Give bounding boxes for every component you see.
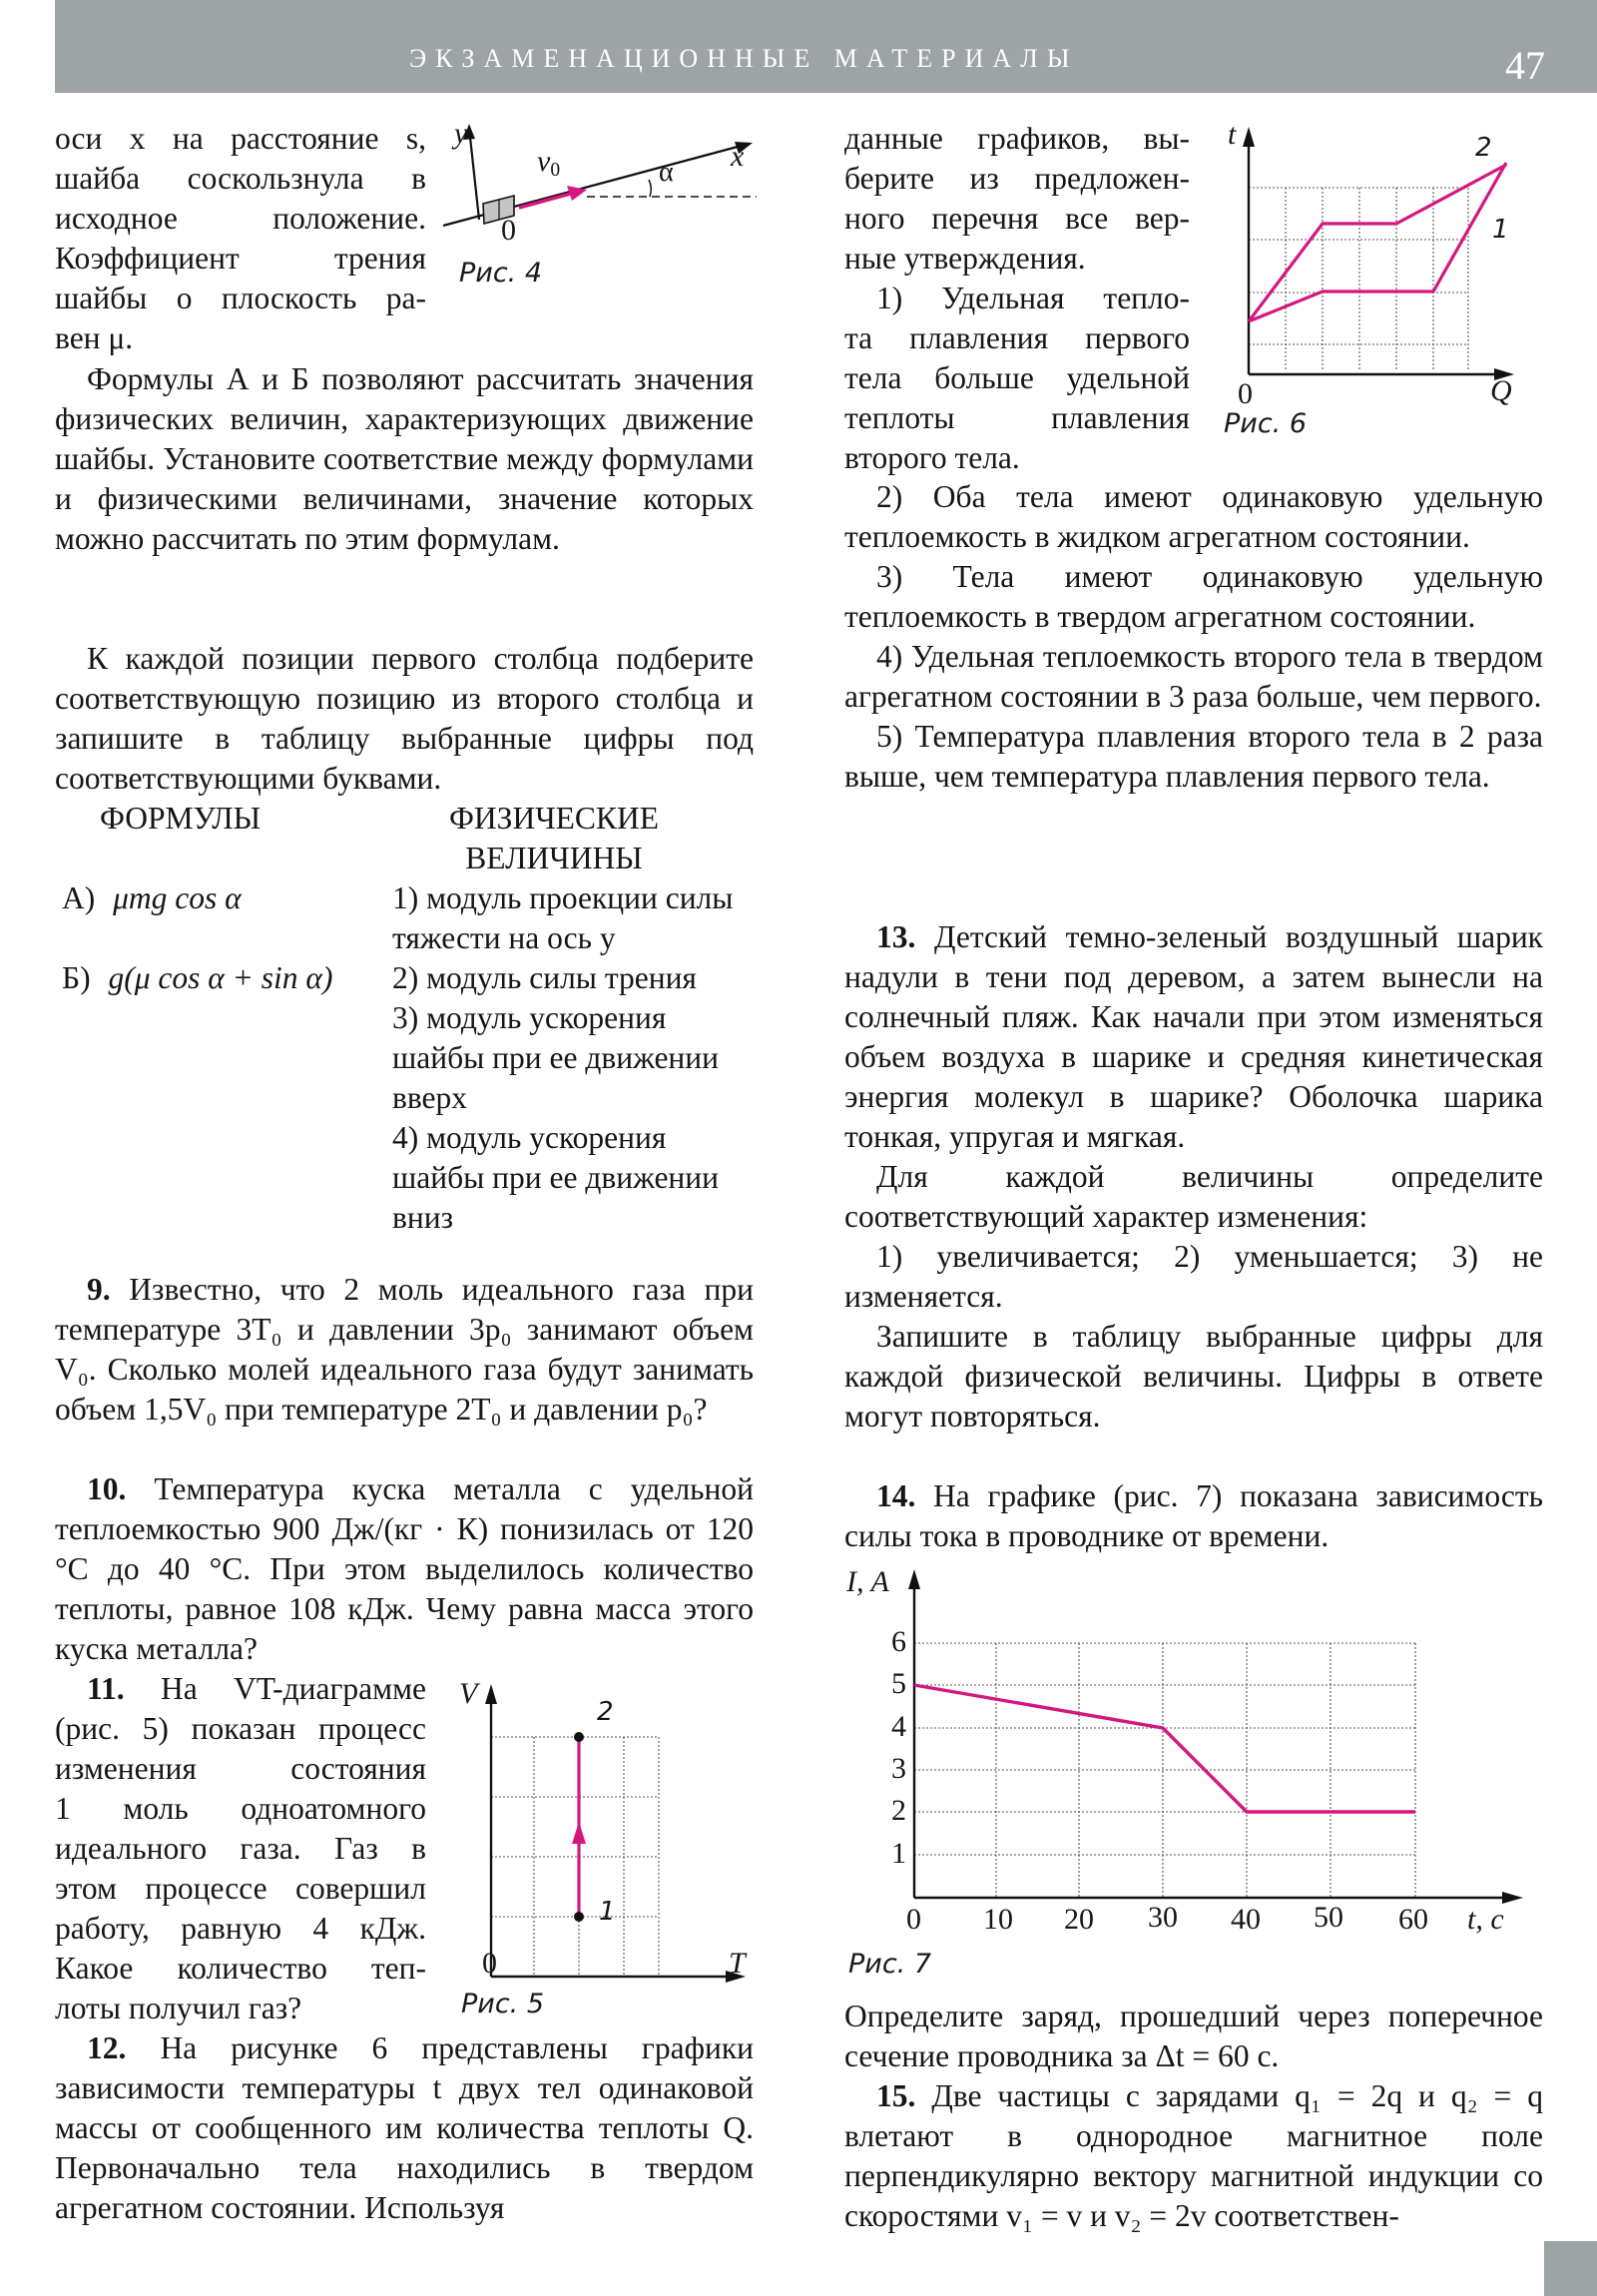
q12-option: 2) Оба тела имеют одинаковую удельную теплоемкость в жидком агрегатном состоянии.	[844, 479, 1543, 554]
q12-option: 3) Тела имеют одинаковую удельную теплоемкость в твердом агрегатном состоянии.	[844, 559, 1543, 634]
intro-line: шайбы о плоскость ра-	[55, 281, 426, 315]
quantity-item: 1) модуль проекции силы тяжести на ось y	[392, 880, 734, 955]
fig5-axis-t: T	[729, 1947, 746, 1980]
fig4-caption: Рис. 4	[459, 258, 543, 288]
fig5-origin: 0	[482, 1947, 497, 1980]
paragraph-instructions: К каждой позиции первого столбца подберите соответствующую позицию из второго столбца и запишите в таблицу выбранные цифры под соответствующими буквами.	[55, 641, 754, 796]
intro-text	[55, 119, 426, 358]
fig6-curve-2-label: 2	[1475, 133, 1492, 163]
quantity-item: 4) модуль ускорения шайбы при ее движении вниз	[392, 1120, 719, 1235]
intro-line: шайба соскользнула в	[55, 161, 426, 196]
figure-7-axes-and-line	[911, 1567, 1530, 1927]
question-15: 15. Две частицы с зарядами q₁ = 2q и q₂ = q влетают в однородное магнитное поле перпендикулярно вектору магнитной индукции со скоростями v₁ = v и v₂ = 2v соответствен-	[844, 2078, 1543, 2233]
question-13: 13. Детский темно-зеленый воздушный шарик надули в тени под деревом, а затем вынесли на солнечный пляж. Как начали при этом изменяться объем воздуха в шарике и средняя кинетическая энергия молекул в шарике? Оболочка шарика тонкая, упругая и мягкая. Для каждой величины определите соответствующий характер изменения: 1) увеличивается; 2) уменьшается; 3) не изменяется. Запишите в таблицу выбранные цифры для каждой физической величины. Цифры в ответе могут повторяться.	[844, 919, 1543, 1434]
fig6-origin: 0	[1238, 377, 1253, 410]
header-title: ЭКЗАМЕНАЦИОННЫЕ МАТЕРИАЛЫ	[409, 44, 1079, 73]
fig4-axis-x: x	[731, 140, 745, 173]
question-9: 9. Известно, что 2 моль идеального газа при температуре 3T₀ и давлении 3p₀ занимают объем V₀. Сколько молей идеального газа будут занимать объем 1,5V₀ при температуре 2T₀ и давлении p₀?	[55, 1272, 754, 1427]
intro-line: оси x на расстояние s,	[55, 121, 426, 156]
intro-line: исходное положение.	[55, 201, 426, 236]
fig5-caption: Рис. 5	[461, 1989, 545, 2019]
question-11: 11. На VT-диаграмме (рис. 5) показан процесс изменения состояния 1 моль одноатомного идеального газа. Газ в этом процессе совершил работу, равную 4 кДж. Какое количество теп- лоты получил газ?	[55, 1671, 427, 2025]
fig4-angle: α	[659, 157, 674, 188]
page-corner-tab	[1544, 2241, 1597, 2296]
q12-continuation: данные графиков, вы- берите из предложен- ного перечня все вер- ные утверждения. 1) Удельная тепло- та плавления первого тела больше удельной теплоты плавления второго тела.	[844, 121, 1190, 475]
fig6-caption: Рис. 6	[1224, 408, 1308, 439]
figure-4-incline	[439, 120, 759, 260]
q12-options	[844, 477, 1543, 797]
quantity-item: 2) модуль силы трения	[392, 960, 697, 995]
question-14-prompt: Определите заряд, прошедший через поперечное сечение проводника за Δt = 60 с.	[844, 1999, 1543, 2073]
question-10: 10. Температура куска металла с удельной теплоемкостью 900 Дж/(кг · К) понизилась от 120 °С до 40 °С. При этом выделилось количество теплоты, равное 108 кДж. Чему равна масса этого куска металла?	[55, 1471, 755, 1666]
q12-option: 5) Температура плавления второго тела в 2 раза выше, чем температура плавления первого тела.	[844, 719, 1543, 794]
quantities-list	[392, 878, 754, 1238]
fig6-axis-t: t	[1228, 118, 1237, 151]
fig7-caption: Рис. 7	[848, 1949, 932, 1980]
fig7-xlabel: t, c	[1467, 1903, 1504, 1936]
figure-6-temperature-chart	[1243, 125, 1527, 394]
question-14: 14. На графике (рис. 7) показана зависимость силы тока в проводнике от времени.	[844, 1478, 1543, 1553]
fig5-point-1: 1	[599, 1897, 616, 1927]
fig4-velocity: $v_0$	[537, 145, 561, 181]
intro-line: Коэффициент трения	[55, 241, 426, 276]
matching-col1-header: ФОРМУЛЫ	[100, 801, 262, 836]
running-header	[55, 0, 1597, 93]
paragraph-formulas: Формулы А и Б позволяют рассчитать значения физических величин, характеризующих движение шайбы. Установите соответствие между формулами и физическими величинами, значение которых можно рассчитать по этим формулам.	[55, 361, 754, 556]
formula-b: Б) g(μ cos α + sin α)	[62, 960, 333, 995]
matching-col2-header: ФИЗИЧЕСКИЕ ВЕЛИЧИНЫ	[449, 801, 659, 875]
figure-5-vt-diagram	[484, 1682, 754, 1982]
formula-a: А) μmg cos α	[62, 880, 242, 915]
fig4-axis-y: y	[454, 117, 468, 150]
fig5-point-2: 2	[597, 1697, 614, 1727]
fig5-axis-v: V	[459, 1677, 478, 1710]
q12-option: 4) Удельная теплоемкость второго тела в твердом агрегатном состоянии в 3 раза больше, чем первого.	[844, 639, 1543, 714]
fig6-axis-q: Q	[1490, 374, 1512, 407]
question-12: 12. На рисунке 6 представлены графики зависимости температуры t двух тел одинаковой массы от сообщенного им количества теплоты Q. Первоначально тела находились в твердом агрегатном состоянии. Используя	[55, 2030, 754, 2225]
page-number: 47	[1505, 43, 1545, 88]
fig7-ylabel: I, A	[846, 1565, 889, 1598]
quantity-item: 3) модуль ускорения шайбы при ее движении вверх	[392, 1000, 719, 1115]
fig6-curve-1-label: 1	[1492, 215, 1509, 245]
intro-line: вен μ.	[55, 320, 134, 355]
fig4-origin: 0	[501, 214, 516, 247]
